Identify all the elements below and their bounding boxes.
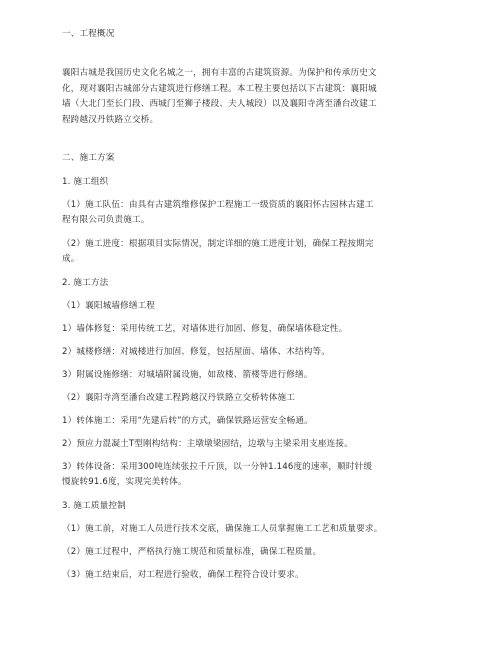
subsection-heading-method: 2. 施工方法 (62, 278, 109, 288)
method-list-item: 2）预应力混凝土T型刚构结构：主墩墩梁固结，边墩与主梁采用支座连接。 (62, 439, 353, 449)
subsection-heading-quality: 3. 施工质量控制 (62, 501, 126, 511)
overview-paragraph-line: 程跨越汉丹铁路立交桥。 (62, 115, 159, 125)
quality-list-item: （2）施工过程中，严格执行施工规范和质量标准，确保工程质量。 (62, 547, 322, 557)
method-part-heading: （1）襄阳城墙修缮工程 (62, 301, 156, 311)
quality-list-item: （3）施工结束后，对工程进行验收，确保工程符合设计要求。 (62, 570, 304, 580)
overview-paragraph-line: 襄阳古城是我国历史文化名城之一，拥有丰富的古建筑资源。为保护和传承历史文 (62, 68, 377, 78)
quality-list-item: （1）施工前，对施工人员进行技术交底，确保施工人员掌握施工工艺和质量要求。 (62, 524, 383, 534)
method-list-item: 3）转体设备：采用300吨连续张拉千斤顶，以一分钟1.146度的速率，顺时针缓 (62, 462, 373, 472)
section-heading-overview: 一、工程概况 (62, 29, 115, 39)
organization-item-line: （1）施工队伍：由具有古建筑维修保护工程施工一级资质的襄阳怀古园林古建工 (62, 200, 374, 210)
section-heading-plan: 二、施工方案 (62, 153, 115, 163)
method-list-item: 1）转体施工：采用“先建后转”的方式，确保铁路运营安全畅通。 (62, 416, 313, 426)
method-list-item: 1）墙体修复：采用传统工艺，对墙体进行加固、修复，确保墙体稳定性。 (62, 324, 348, 334)
organization-item-line: 成。 (62, 254, 80, 264)
method-list-item: 3）附属设施修缮：对城墙附属设施，如敌楼、箭楼等进行修缮。 (62, 370, 313, 380)
organization-item-line: （2）施工进度：根据项目实际情况，制定详细的施工进度计划，确保工程按期完 (62, 239, 374, 249)
overview-paragraph-line: 化，现对襄阳古城部分古建筑进行修缮工程。本工程主要包括以下古建筑：襄阳城 (62, 84, 377, 94)
subsection-heading-organization: 1. 施工组织 (62, 177, 109, 187)
method-part-heading: （2）襄阳寺湾至潘台改建工程跨越汉丹铁路立交桥转体施工 (62, 393, 295, 403)
organization-item-line: 程有限公司负责施工。 (62, 215, 150, 225)
overview-paragraph-line: 墙（大北门至长门段、西城门至狮子楼段、夫人城段）以及襄阳寺湾至潘台改建工 (62, 99, 377, 109)
method-list-item: 2）城楼修缮：对城楼进行加固、修复，包括屋面、墙体、木结构等。 (62, 347, 330, 357)
method-list-item: 慢旋转91.6度，实现完美转体。 (62, 477, 187, 487)
